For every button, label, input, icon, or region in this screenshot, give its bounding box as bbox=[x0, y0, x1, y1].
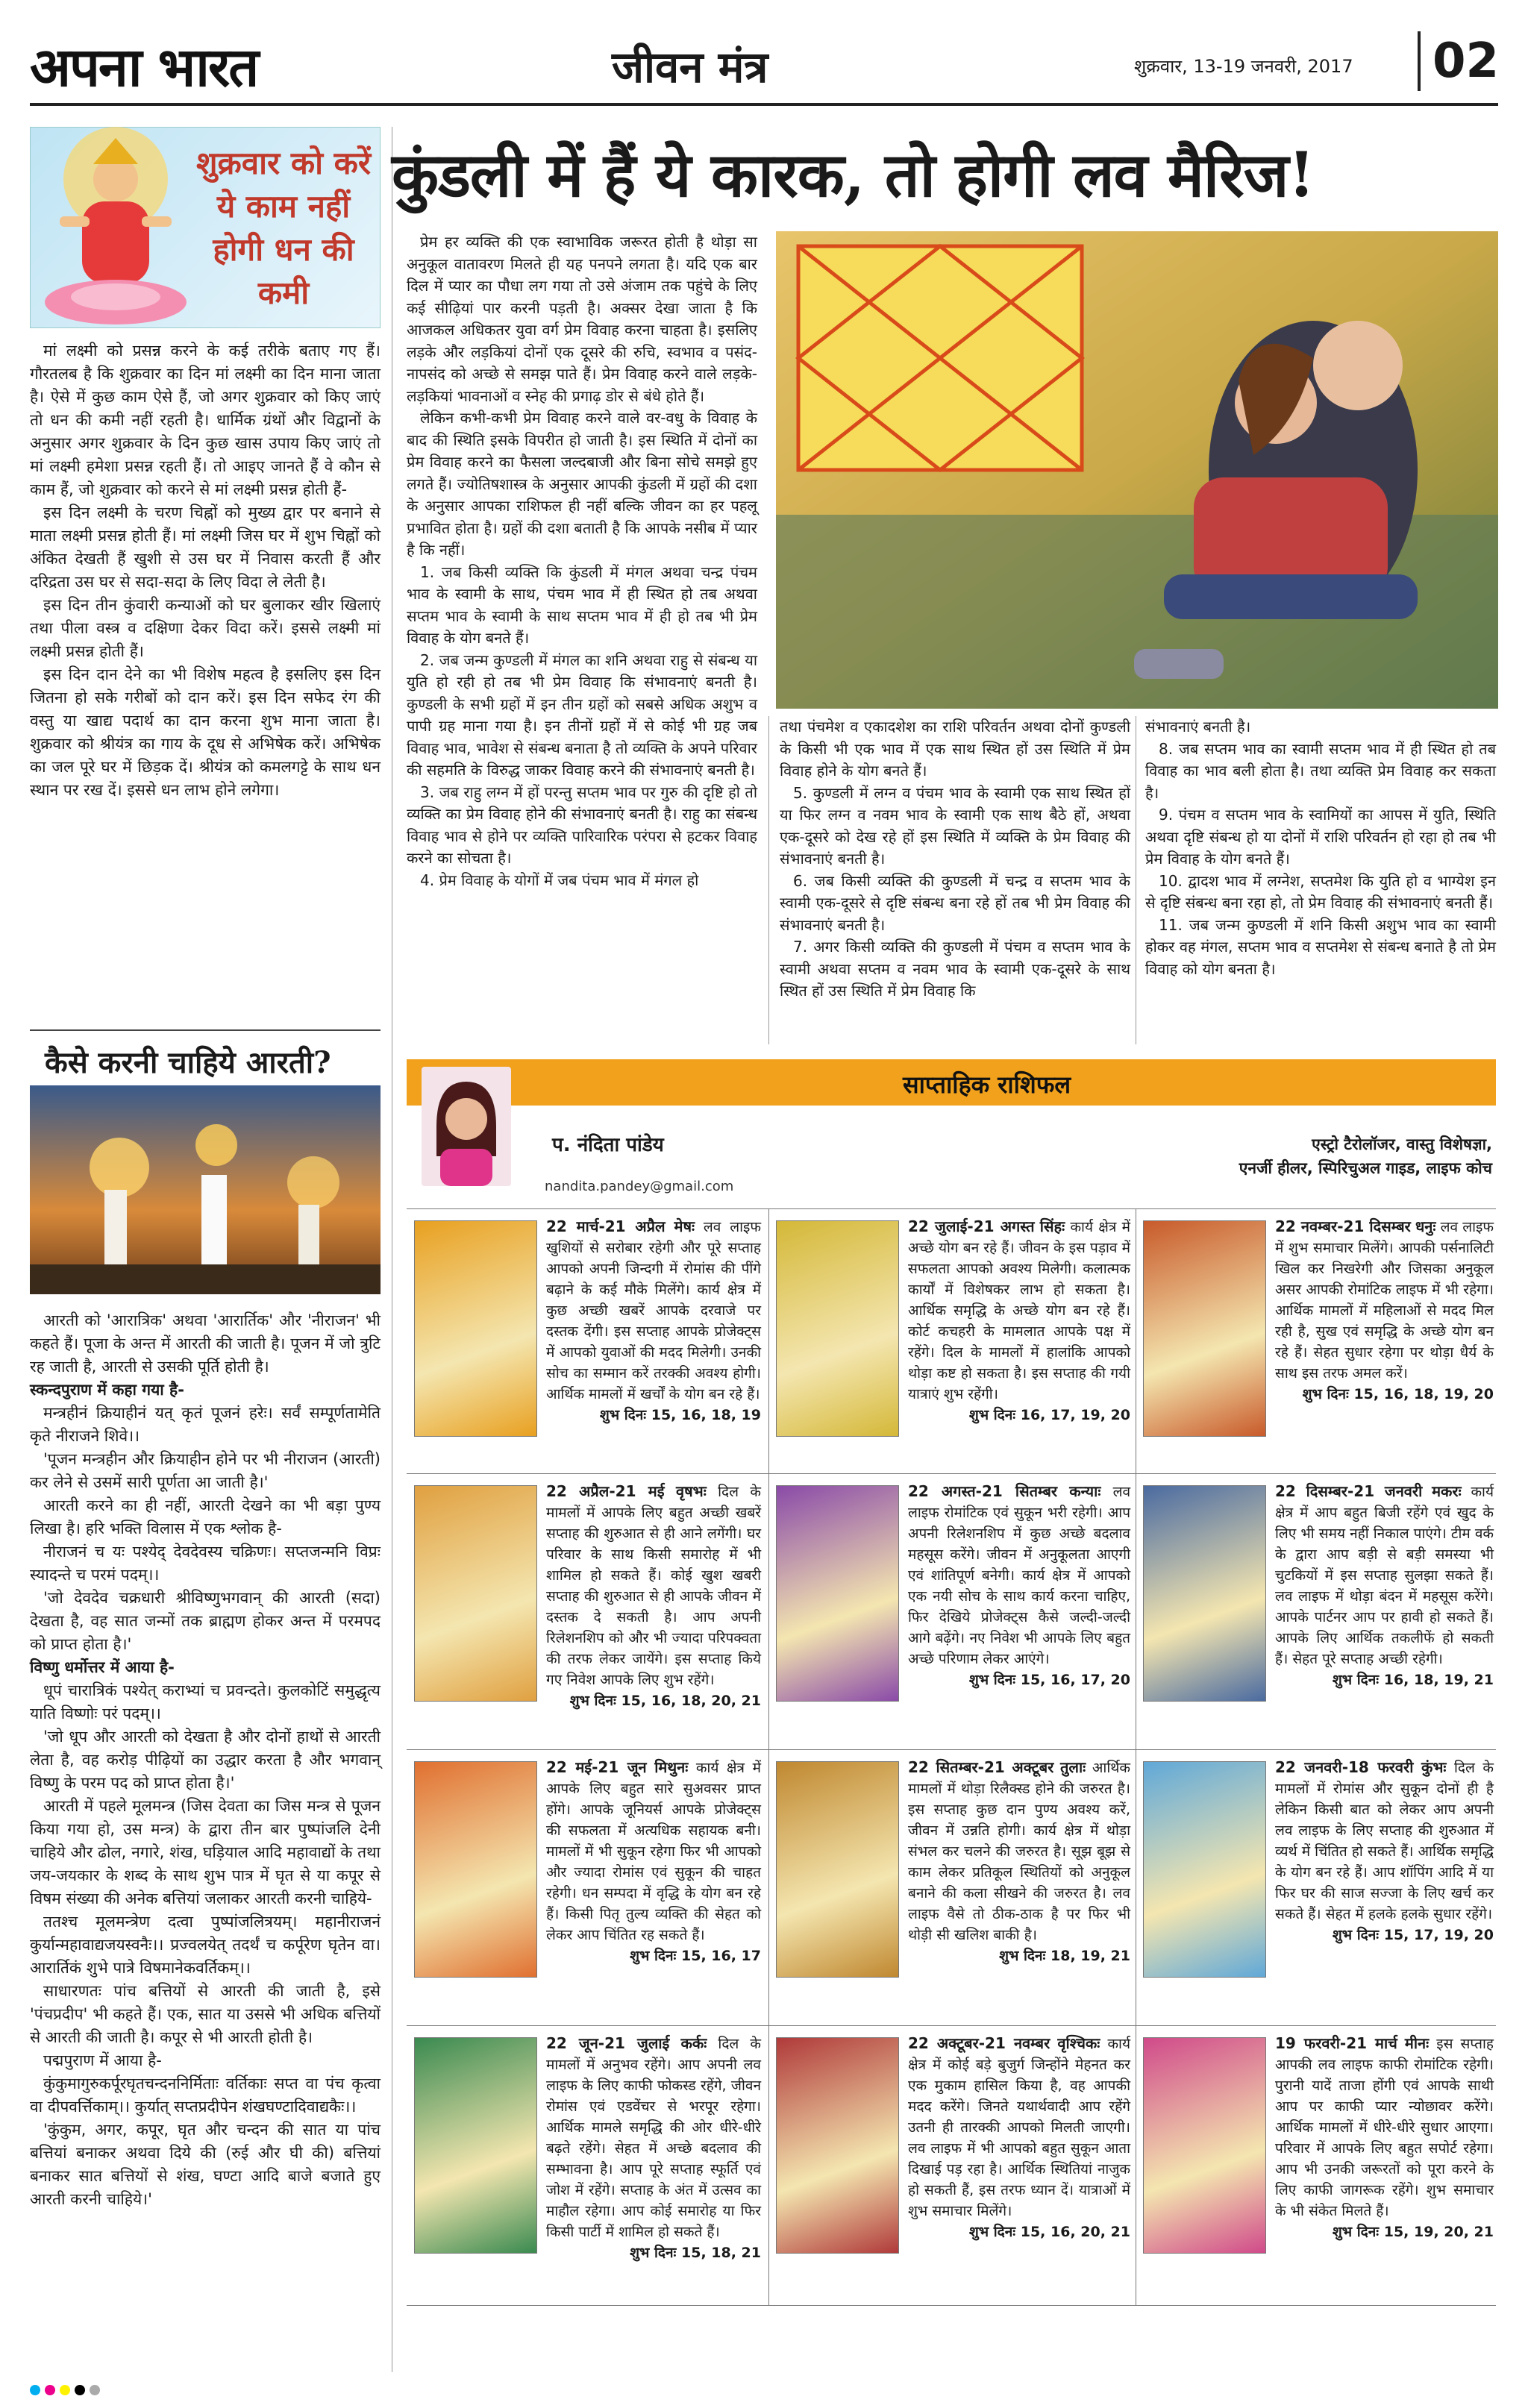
aarti-ceremony-photo bbox=[30, 1085, 381, 1294]
author-role: एस्ट्रो टैरोलॉजर, वास्तु विशेषज्ञा, एनर्जी हीलर, स्पिरिचुअल गाइड, लाइफ कोच bbox=[1239, 1135, 1492, 1177]
article-paragraph: तथा पंचमेश व एकादशेश का राशि परिवर्तन अथवा दोनों कुण्डली के किसी भी एक भाव में एक साथ स्थित हों उस स्थिति में प्रेम विवाह होने के योग बनते हैं। bbox=[780, 718, 1130, 780]
tarot-card-illustration bbox=[1143, 1761, 1266, 1978]
couple-photo-with-kundli bbox=[776, 231, 1498, 709]
article-paragraph: 2. जब जन्म कुण्डली में मंगल का शनि अथवा राहु से संबन्ध या युति हो रही हो तब भी प्रेम विवाह कि संभावनाएं बनती है। कुण्डली के सभी ग्रहों में इन तीन ग्रहों को सबसे अधिक अशुभ व पापी ग्रह माना गया है। इन तीनों ग्रहों में से कोई भी ग्रह जब विवाह भाव, भावेश से संबन्ध बनाता है तो व्यक्ति के अपने परिवार की सहमति के विरुद्ध जाकर विवाह करने की संभावनाएं बनती है। bbox=[407, 650, 757, 779]
aarti-paragraph: आरती करने का ही नहीं, आरती देखने का भी बड़ा पुण्य लिखा है। हरि भक्ति विलास में एक श्लोक है- bbox=[30, 1496, 381, 1537]
aarti-paragraph: साधारणतः पांच बत्तियों से आरती की जाती है, इसे 'पंचप्रदीप' भी कहते हैं। एक, सात या उससे भी अधिक बत्तियों से आरती की जाती है। कपूर से भी आरती होती है। bbox=[30, 1982, 381, 2046]
article-paragraph: संभावनाएं बनती है। bbox=[1145, 718, 1251, 736]
article-paragraph: 11. जब जन्म कुण्डली में शनि किसी अशुभ भाव का स्वामी होकर वह मंगल, सप्तम भाव व सप्तमेश से संबन्ध बनाते है तो प्रेम विवाह को योग बनता है। bbox=[1145, 915, 1496, 978]
article-paragraph: लेकिन कभी-कभी प्रेम विवाह करने वाले वर-वधु के विवाह के बाद की स्थिति इसके विपरीत हो जाती है। इस स्थिति में दोनों का प्रेम विवाह करने का फैसला जल्दबाजी और बिना सोचे समझे हुए लगते हैं। ज्योतिषशास्त्र के अनुसार आपकी कुंडली में ग्रहों की दशा के अनुसार आपका राशिफल ही नहीं बल्कि जीवन का हर पहलू प्रभावित होता है। ग्रहों की दशा बताती है कि आपके नसीब में प्यार है कि नहीं। bbox=[407, 409, 757, 559]
zodiac-cell-kark: 22 जून-21 जुलाई कर्कः दिल के मामलों में अनुभव रहेंगे। आप अपनी लव लाइफ के लिए काफी फोकस्ड रहेंगे, जीवन रोमांस एवं एडवेंचर से भरपूर रहेगा। आर्थिक मामले समृद्धि की ओर धीरे-धीरे बढ़ते रहेंगे। सेहत में अच्छे बदलाव की सम्भावना है। आप पूरे सप्ताह स्फूर्ति एवं जोश में रहेंगे। सप्ताह के अंत में उत्सव का माहौल रहेगा। आप कोई समारोह या फिर किसी पार्टी में शामिल हो सकते हैं। शुभ दिनः 15, 18, 21 bbox=[414, 2033, 761, 2301]
article-paragraph: 3. जब राहु लग्न में हों परन्तु सप्तम भाव पर गुरु की दृष्टि हो तो व्यक्ति का प्रेम विवाह होने की संभावनाएं बनती है। राहु का संबन्ध विवाह भाव से होने पर व्यक्ति पारिवारिक परंपरा से हटकर विवाह करने का सोचता है। bbox=[407, 783, 757, 867]
article-column-3 bbox=[1145, 716, 1496, 980]
tarot-card-illustration bbox=[776, 1485, 899, 1702]
aarti-shloka: कुंकुमागुरुकर्पूरघृतचन्दननिर्मिताः वर्तिकाः सप्त वा पंच कृत्वा वा दीपवर्त्तिकाम्।। कुर्यात् सप्तप्रदीपेन शंखघण्टादिवाद्यकैः।। bbox=[30, 2075, 381, 2116]
aarti-paragraph: 'कुंकुम, अगर, कपूर, घृत और चन्दन की सात या पांच बत्तियां बनाकर अथवा दिये की (रुई और घी की) बत्तियां बनाकर सात बत्तियों से शंख, घण्टा आदि बाजे बजाते हुए आरती करनी चाहिये।' bbox=[30, 2121, 381, 2208]
aarti-shloka: मन्त्रहीनं क्रियाहीनं यत् कृतं पूजनं हरेः। सर्वं सम्पूर्णतामेति कृते नीराजने शिवे।। bbox=[30, 1404, 381, 1445]
aarti-paragraph: पद्मपुराण में आया है- bbox=[43, 2051, 162, 2069]
tarot-card-illustration bbox=[414, 2037, 537, 2254]
zodiac-cell-mithun: 22 मई-21 जून मिथुनः कार्य क्षेत्र में आपके लिए बहुत सारे सुअवसर प्राप्त होंगे। आपके जूनियर्स आपके प्रोजेक्ट्स की सफलता में अत्यधिक सहायक बनी। मामलों में भी सुकून रहेगा फिर भी आपको और ज्यादा रोमांस एवं सुकून की चाहत रहेगी। धन सम्पदा में वृद्धि के योग बन रहे हैं। किसी पितृ तुल्य व्यक्ति की सेहत को लेकर आप चिंतित रह सकते हैं। शुभ दिनः 15, 16, 17 bbox=[414, 1757, 761, 2022]
zodiac-name: मेषः bbox=[674, 1217, 695, 1235]
article-paragraph: 4. प्रेम विवाह के योगों में जब पंचम भाव में मंगल हो bbox=[420, 871, 699, 889]
aarti-article bbox=[30, 1309, 381, 2211]
zodiac-cell-simha: 22 जुलाई-21 अगस्त सिंहः कार्य क्षेत्र में अच्छे योग बन रहे हैं। जीवन के इस पड़ाव में सफलता आपको अवश्य मिलेगी। कलात्मक कार्यों में विशेषकर लाभ हो सकता है। आर्थिक समृद्धि के अच्छे योग बन रहे हैं। कोर्ट कचहरी के मामलात आपके पक्ष में रहेंगे। दिल के मामलों में हालांकि आपको थोड़ा कष्ट हो सकता है। इस सप्ताह की गयी यात्राएं शुभ रहेंगी। शुभ दिनः 16, 17, 19, 20 bbox=[776, 1216, 1130, 1470]
zodiac-cell-tula: 22 सितम्बर-21 अक्टूबर तुलाः आर्थिक मामलों में थोड़ा रिलैक्स्ड होने की जरुरत है। इस सप्ताह कुछ दान पुण्य अवश्य करें, जीवन में उन्नति होगी। कार्य क्षेत्र में थोड़ा संभल कर चलने की जरुरत है। सूझ बूझ से काम लेकर प्रतिकूल स्थितियों को अनुकूल बनाने की कला सीखने की जरुरत है। लव लाइफ वैसे तो ठीक-ठाक है पर फिर भी थोड़ी सी खलिश बाकी है। शुभ दिनः 18, 19, 21 bbox=[776, 1757, 1130, 2022]
lakshmi-paragraph: इस दिन दान देने का भी विशेष महत्व है इसलिए इस दिन जितना हो सके गरीबों को दान करें। इस दिन सफेद रंग की वस्तु या खाद्य पदार्थ का दान करना शुभ माना जाता है। शुक्रवार को श्रीयंत्र का गाय के दूध से अभिषेक करें। अभिषेक का जल पूरे घर में छिड़क दें। श्रीयंत्र को कमलगट्टे के साथ धन स्थान पर रख दें। इससे धन लाभ होने लगेगा। bbox=[30, 665, 381, 799]
article-paragraph: 8. जब सप्तम भाव का स्वामी सप्तम भाव में ही स्थित हो तब विवाह का भाव बली होता है। तथा व्यक्ति प्रेम विवाह कर सकता है। bbox=[1145, 739, 1496, 802]
zodiac-dates: 22 मार्च-21 अप्रैल bbox=[546, 1217, 666, 1235]
tarot-card-illustration bbox=[776, 1220, 899, 1437]
zodiac-text: लव लाइफ खुशियों से सरोबार रहेगी और पूरे सप्ताह आपको अपनी जिन्दगी में रोमांस की पींगे बढ़ाने के कई मौके मिलेंगे। कार्य क्षेत्र में कुछ अच्छी खबरें आपके दरवाजे पर दस्तक देंगी। इस सप्ताह आपके प्रोजेक्ट्स में आपको युवाओं की मदद मिलेगी। उनकी सोच का सम्मान करें तरक्की अवश्य होगी। आर्थिक मामलों में खर्चों के योग बन रहे हैं। bbox=[546, 1219, 762, 1402]
article-column-2 bbox=[780, 716, 1130, 1003]
main-headline: कुंडली में हैं ये कारक, तो होगी लव मैरिज! bbox=[392, 139, 1315, 211]
tarot-card-illustration bbox=[1143, 1485, 1266, 1702]
article-column-1 bbox=[407, 231, 757, 891]
zodiac-cell-dhanu: 22 नवम्बर-21 दिसम्बर धनुः लव लाइफ में शुभ समाचार मिलेंगे। आपकी पर्सनालिटी खिल कर निखरेगी और जिसका अनुकूल असर आपकी रोमांटिक लाइफ में भी रहेगा। आर्थिक मामलों में महिलाओं से मदद मिल रही है, सुख एवं समृद्धि के अच्छे योग बन रहे हैं। सेहत सुधार रहेगा पर थोड़ा धैर्य के साथ इस तरफ अमल करें। शुभ दिनः 15, 16, 18, 19, 20 bbox=[1143, 1216, 1494, 1470]
article-paragraph: 5. कुण्डली में लग्न व पंचम भाव के स्वामी एक साथ स्थित हों या फिर लग्न व नवम भाव के स्वामी एक साथ बैठे हों, अथवा एक-दूसरे को देख रहे हों इस स्थिति में व्यक्ति के प्रेम विवाह की संभावनाएं बनती है। bbox=[780, 783, 1130, 868]
newspaper-logo: अपना भारत bbox=[30, 35, 258, 98]
rashifal-grid-line bbox=[768, 1208, 769, 2305]
aarti-paragraph: 'जो देवदेव चक्रधारी श्रीविष्णुभगवान् की आरती (सदा) देखता है, वह सात जन्मों तक ब्राह्मण होकर अन्त में परमपद को प्राप्त होता है।' bbox=[30, 1589, 381, 1653]
author-photo bbox=[422, 1067, 511, 1186]
section-title: जीवन मंत्र bbox=[612, 42, 768, 93]
article-paragraph: 9. पंचम व सप्तम भाव के स्वामियों का आपस में युति, स्थिति अथवा दृष्टि संबन्ध हो या दोनों में राशि परिवर्तन हो रहा हो तब भी प्रेम विवाह के योग बनते हैं। bbox=[1145, 806, 1496, 868]
lakshmi-paragraph: इस दिन लक्ष्मी के चरण चिह्नों को मुख्य द्वार पर बनाने से माता लक्ष्मी प्रसन्न होती हैं। मां लक्ष्मी जिस घर में शुभ चिह्नों को अंकित देखती हैं खुशी से उस घर में निवास करती हैं और दरिद्रता उस घर से सदा-सदा के लिए विदा ले लेती है। bbox=[30, 504, 381, 591]
tarot-card-illustration bbox=[776, 1761, 899, 1978]
article-paragraph: 6. जब किसी व्यक्ति की कुण्डली में चन्द्र व सप्तम भाव के स्वामी एक-दूसरे से दृष्टि संबन्ध बना रहे हों तब भी प्रेम विवाह की संभावनाएं बनती है। bbox=[780, 871, 1130, 934]
aarti-subheading: स्कन्दपुराण में कहा गया है- bbox=[30, 1381, 184, 1399]
article-paragraph: प्रेम हर व्यक्ति की एक स्वाभाविक जरूरत होती है थोड़ा सा अनुकूल वातावरण मिलते ही यह पनपने लगता है। यदि एक बार दिल में प्यार का पौधा लग गया तो उसे अंजाम तक पहुंचे के लिए कई सीढ़ियां पार करनी पड़ती है। अक्सर देखा जाता है कि आजकल अधिकतर युवा वर्ग प्रेम विवाह करना चाहता है। इसलिए लड़के और लड़कियां दोनों एक दूसरे की रुचि, स्वभाव व पसंद-नापसंद को अच्छे से समझ पाते हैं। प्रेम विवाह करने वाले लड़के-लड़कियां भावनाओं व स्नेह की प्रगाढ़ डोर से बंधे होते हैं। bbox=[407, 233, 757, 405]
zodiac-cell-kumbh: 22 जनवरी-18 फरवरी कुंभः दिल के मामलों में रोमांस और सुकून दोनों ही है लेकिन किसी बात को लेकर आप अपनी लव लाइफ के लिए सप्ताह की शुरुआत में व्यर्थ में चिंतित हो सकते हैं। आर्थिक समृद्धि के योग बन रहे हैं। आप शॉपिंग आदि में या फिर घर की साज सज्जा के लिए खर्च कर सकते हैं। सेहत में हलके हलके सुधार रहेंगे। शुभ दिनः 15, 17, 19, 20 bbox=[1143, 1757, 1494, 2022]
page-number: 02 bbox=[1418, 31, 1499, 91]
rashifal-bottom-rule bbox=[407, 2305, 1496, 2306]
zodiac-cell-mesh bbox=[414, 1216, 761, 1470]
lakshmi-box-title: शुक्रवार को करें ये काम नहीं होगी धन की कमी bbox=[195, 145, 372, 311]
lakshmi-article bbox=[30, 339, 381, 802]
column-rule bbox=[768, 716, 769, 1044]
zodiac-cell-makar: 22 दिसम्बर-21 जनवरी मकरः कार्य क्षेत्र में आप बहुत बिजी रहेंगे एवं खुद के लिए भी समय नहीं निकाल पाएंगे। टीम वर्क के द्वारा आप बड़ी से बड़ी समस्या भी चुटकियों में इस सप्ताह सुलझा सकते हैं। लव लाइफ में थोड़ा बंदन में महसूस करेंगे। आपके पार्टनर आप पर हावी हो सकते हैं। आपके लिए आर्थिक तकलीफें हो सकती हैं। सेहत पूरे सप्ताह अच्छी रहेगी। शुभ दिनः 16, 18, 19, 21 bbox=[1143, 1481, 1494, 1746]
article-paragraph: 1. जब किसी व्यक्ति कि कुंडली में मंगल अथवा चन्द्र पंचम भाव के स्वामी के साथ, पंचम भाव में ही स्थित हो तब अथवा सप्तम भाव के स्वामी के साथ सप्तम भाव में ही हो तब भी प्रेम विवाह के योग बनते हैं। bbox=[407, 562, 757, 647]
zodiac-cell-kanya: 22 अगस्त-21 सितम्बर कन्याः लव लाइफ रोमांटिक एवं सुकून भरी रहेगी। आप अपनी रिलेशनशिप में कुछ अच्छे बदलाव महसूस करेंगे। जीवन में अनुकूलता आएगी एवं शांतिपूर्ण बनेगी। कार्य क्षेत्र में आपको एक नयी सोच के साथ कार्य करना चाहिए, फिर देखिये प्रोजेक्ट्स कैसे जल्दी-जल्दी आगे बढ़ेंगे। नए निवेश भी आपके लिए बहुत अच्छे परिणाम लेकर आएंगे। शुभ दिनः 15, 16, 17, 20 bbox=[776, 1481, 1130, 1746]
tarot-card-illustration bbox=[776, 2037, 899, 2254]
article-paragraph: 10. द्वादश भाव में लग्नेश, सप्तमेश कि युति हो व भाग्येश इन से दृष्टि संबन्ध बना रहा हो, तो प्रेम विवाह की संभावनाएं बनती हैं। bbox=[1145, 871, 1496, 912]
issue-date: शुक्रवार, 13-19 जनवरी, 2017 bbox=[1134, 56, 1353, 77]
masthead bbox=[30, 30, 358, 104]
article-paragraph: 7. अगर किसी व्यक्ति की कुण्डली में पंचम व सप्तम भाव के स्वामी अथवा सप्तम व नवम भाव के स्वामी एक-दूसरे के साथ स्थित हों उस स्थिति में प्रेम विवाह कि bbox=[780, 938, 1130, 1000]
print-registration-dots bbox=[30, 2384, 1498, 2399]
header-rule bbox=[30, 103, 1498, 106]
rashifal-title: साप्ताहिक राशिफल bbox=[903, 1070, 1071, 1099]
kundli-chart bbox=[798, 246, 1082, 470]
aarti-paragraph: 'जो धूप और आरती को देखता है और दोनों हाथों से आरती लेता है, वह करोड़ पीढ़ियों का उद्धार करता है और भगवान् विष्णु के परम पद को प्राप्त होता है।' bbox=[30, 1728, 381, 1792]
aarti-shloka: ततश्च मूलमन्त्रेण दत्वा पुष्पांजलित्रयम्। महानीराजनं कुर्यान्महावाद्यजयस्वनैः।। प्रज्वलयेत् तदर्थं च कर्पूरेण घृतेन वा। आरार्तिकं शुभे पात्रे विषमानेकवर्तिकम्।। bbox=[30, 1913, 381, 1977]
aarti-shloka: धूपं चारात्रिकं पश्येत् कराभ्यां च प्रवन्दते। कुलकोटिं समुद्धृत्य याति विष्णोः परं पदम्।। bbox=[30, 1681, 381, 1722]
lakshmi-paragraph: मां लक्ष्मी को प्रसन्न करने के कई तरीके बताए गए हैं। गौरतलब है कि शुक्रवार का दिन मां लक्ष्मी का दिन माना जाता है। ऐसे में कुछ काम ऐसे हैं, जो अगर शुक्रवार को किए जाएं तो धन की कमी नहीं रहती है। धार्मिक ग्रंथों और विद्वानों के अनुसार अगर शुक्रवार के दिन कुछ खास उपाय किए जाएं तो मां लक्ष्मी हमेशा प्रसन्न रहती हैं। तो आइए जानते हैं वे कौन से काम हैं, जो शुक्रवार को करने से मां लक्ष्मी प्रसन्न होती हैं- bbox=[30, 342, 381, 498]
tarot-card-illustration bbox=[414, 1761, 537, 1978]
aarti-shloka: नीराजनं च यः पश्येद् देवदेवस्य चक्रिणः। सप्तजन्मनि विप्रः स्यादन्ते च परमं पदम्।। bbox=[30, 1543, 381, 1584]
rashifal-grid-line bbox=[407, 1473, 1496, 1474]
lakshmi-paragraph: इस दिन तीन कुंवारी कन्याओं को घर बुलाकर खीर खिलाएं तथा पीला वस्त्र व दक्षिणा देकर विदा करें। इससे लक्ष्मी मां लक्ष्मी प्रसन्न होती हैं। bbox=[30, 596, 381, 660]
aarti-paragraph: आरती में पहले मूलमन्त्र (जिस देवता का जिस मन्त्र से पूजन किया गया हो, उस मन्त्र) के द्वारा तीन बार पुष्पांजलि देनी चाहिये और ढोल, नगारे, शंख, घड़ियाल आदि महावाद्यों के तथा जय-जयकार के शब्द के साथ शुभ पात्र में घृत से या कपूर से विषम संख्या की अनेक बत्तियां जलाकर आरती करनी चाहिये- bbox=[30, 1797, 381, 1907]
zodiac-cell-meen: 19 फरवरी-21 मार्च मीनः इस सप्ताह आपकी लव लाइफ काफी रोमांटिक रहेगी। पुरानी यादें ताजा होंगी एवं आपके साथी आप पर काफी प्यार न्योछावर करेंगे। आर्थिक मामलों में धीरे-धीरे सुधार आएगा। परिवार में आपके लिए बहुत सपोर्ट रहेगा। आप भी उनकी जरूरतों को पूरा करने के लिए काफी जागरूक रहेंगे। शुभ समाचार के भी संकेत मिलते हैं। शुभ दिनः 15, 19, 20, 21 bbox=[1143, 2033, 1494, 2301]
author-name: प. नंदिता पांडेय bbox=[552, 1134, 664, 1156]
tarot-card-illustration bbox=[1143, 1220, 1266, 1437]
aarti-paragraph: 'पूजन मन्त्रहीन और क्रियाहीन होने पर भी नीराजन (आरती) कर लेने से उसमें सारी पूर्णता आ जाती है।' bbox=[30, 1450, 381, 1491]
zodiac-cell-vrishchik: 22 अक्टूबर-21 नवम्बर वृश्चिकः कार्य क्षेत्र में कोई बड़े बुजुर्ग जिन्होंने मेहनत कर एक मुकाम हासिल किया है, वह आपकी मदद करेंगे। जिनते यथार्थवादी आप रहेंगे उतनी ही तारक्की आपको मिलती जाएगी। लव लाइफ में भी आपको बहुत सुकून आता दिखाई पड़ रहा है। आर्थिक स्थितियां नाजुक हो सकती हैं, इस तरफ ध्यान दें। यात्राओं में शुभ समाचार मिलेंगे। शुभ दिनः 15, 16, 20, 21 bbox=[776, 2033, 1130, 2301]
lucky-days: शुभ दिनः 15, 16, 18, 19 bbox=[599, 1407, 761, 1423]
rashifal-grid-line bbox=[407, 1208, 1496, 1209]
rashifal-grid-line bbox=[407, 2025, 1496, 2026]
tarot-card-illustration bbox=[414, 1485, 537, 1702]
zodiac-cell-vrishabh: 22 अप्रैल-21 मई वृषभः दिल के मामलों में आपके लिए बहुत अच्छी खबरें सप्ताह की शुरुआत से ही आने लगेंगी। घर परिवार के साथ किसी समारोह में भी शामिल हो सकते हैं। कोई खुश खबरी सप्ताह की शुरुआत से ही आपके जीवन में दस्तक दे सकती है। आप अपनी रिलेशनशिप को और भी ज्यादा परिपक्वता की तरफ लेकर जायेंगे। इस सप्ताह किये गए निवेश आपके लिए शुभ रहेंगे। शुभ दिनः 15, 16, 18, 20, 21 bbox=[414, 1481, 761, 1746]
lakshmi-goddess-illustration bbox=[30, 127, 201, 328]
aarti-paragraph: आरती को 'आरात्रिक' अथवा 'आरार्तिक' और 'नीराजन' भी कहते हैं। पूजा के अन्त में आरती की जाती है। पूजन में जो त्रुटि रह जाती है, आरती से उसकी पूर्ति होती है। bbox=[30, 1311, 381, 1376]
tarot-card-illustration bbox=[1143, 2037, 1266, 2254]
tarot-card-illustration bbox=[414, 1220, 537, 1437]
rashifal-grid-line bbox=[407, 1749, 1496, 1750]
section-divider bbox=[30, 1029, 381, 1031]
author-email[interactable]: nandita.pandey@gmail.com bbox=[545, 1179, 734, 1194]
aarti-heading: कैसे करनी चाहिये आरती? bbox=[45, 1045, 331, 1080]
aarti-subheading: विष्णु धर्मोत्तर में आया है- bbox=[30, 1658, 175, 1676]
